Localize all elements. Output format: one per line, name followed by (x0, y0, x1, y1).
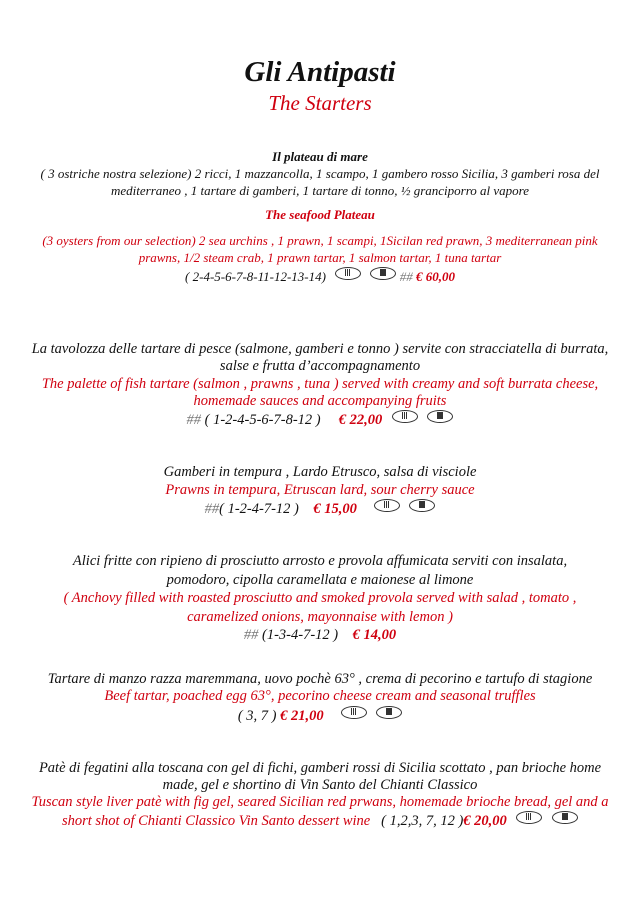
item-price-line (0, 499, 640, 518)
item-desc-en: Beef tartar, poached egg 63°, pecorino cheese cream and seasonal truffles (104, 688, 536, 704)
item-desc-it: pomodoro, cipolla caramellata e maionese al limone (166, 572, 474, 588)
plateau-desc-it: mediterraneo , 1 tartare di gamberi, 1 tartare di tonno, ½ granciporro al vapore (110, 183, 530, 198)
gluten-free-icon (335, 267, 361, 280)
gluten-free-icon (516, 811, 542, 824)
item-price-line (0, 410, 640, 429)
page-subtitle: The Starters (268, 91, 372, 115)
gluten-free-icon (374, 499, 400, 512)
hash-mark: ## (204, 501, 220, 517)
item-desc-en: short shot of Chianti Classico Vin Santo dessert wine (61, 813, 371, 829)
plateau-desc-it: ( 3 ostriche nostra selezione) 2 ricci, 1 mazzancolla, 1 scampo, 1 gambero rosso Sicilia, 3 gamberi rosa del (40, 166, 600, 181)
price: € 22,00 (338, 412, 383, 428)
item-desc-en: caramelized onions, mayonnaise with lemon ) (187, 609, 453, 625)
plateau-desc-en: prawns, 1/2 steam crab, 1 prawn tartar, 1 salmon tartar, 1 tuna tartar (138, 250, 502, 265)
price: € 20,00 (463, 813, 507, 829)
item-desc-en: homemade sauces and accompanying fruits (193, 393, 447, 409)
price: € 21,00 (280, 708, 324, 724)
lactose-free-icon (376, 706, 402, 719)
plateau-price-line (0, 267, 640, 286)
item-desc-it: Tartare di manzo razza maremmana, uovo pochè 63° , crema di pecorino e tartufo di stagione (47, 671, 593, 687)
item-desc-it: Gamberi in tempura , Lardo Etrusco, salsa di visciole (163, 464, 477, 480)
plateau-desc-en: (3 oysters from our selection) 2 sea urchins , 1 prawn, 1 scampi, 1Sicilan red prawn, 3 mediterranean pink (42, 233, 598, 248)
item-desc-it: made, gel e shortino di Vin Santo del Chianti Classico (162, 777, 478, 793)
item-desc-it: Alici fritte con ripieno di prosciutto arrosto e provola affumicata serviti con insalata, (72, 553, 568, 569)
lactose-free-icon (552, 811, 578, 824)
hash-mark: ## (243, 627, 259, 643)
gluten-free-icon (392, 410, 418, 423)
allergens: ( 2-4-5-6-7-8-11-12-13-14) (185, 269, 326, 284)
item-desc-en: ( Anchovy filled with roasted prosciutto and smoked provola served with salad , tomato , (63, 590, 577, 606)
price: € 60,00 (415, 269, 455, 284)
price: € 15,00 (313, 501, 357, 517)
item-price-line (0, 706, 640, 725)
item-desc-en: Tuscan style liver patè with fig gel, seared Sicilian red prwans, homemade brioche bread, gel and a (31, 794, 609, 810)
item-desc-it: salse e frutta d’accompagnamento (219, 358, 421, 374)
allergens: ( 3, 7 ) (237, 708, 277, 724)
lactose-free-icon (409, 499, 435, 512)
item-price-line (0, 626, 640, 644)
allergens: ( 1-2-4-7-12 ) (219, 501, 299, 517)
plateau-title-it: Il plateau di mare (272, 149, 368, 164)
allergens: ( 1,2,3, 7, 12 ) (381, 813, 464, 829)
lactose-free-icon (370, 267, 396, 280)
item-desc-en-price-line (0, 811, 640, 830)
page-title: Gli Antipasti (244, 56, 396, 88)
hash-mark: ## (399, 269, 413, 284)
item-desc-en: Prawns in tempura, Etruscan lard, sour cherry sauce (165, 482, 475, 498)
hash-mark: ## (186, 412, 202, 428)
allergens: (1-3-4-7-12 ) (262, 627, 339, 643)
item-desc-it: Patè di fegatini alla toscana con gel di fichi, gamberi rossi di Sicilia scottato , pan brioche home (38, 760, 602, 776)
item-desc-it: La tavolozza delle tartare di pesce (salmone, gamberi e tonno ) servite con stracciatella di burrata, (31, 341, 609, 357)
item-desc-en: The palette of fish tartare (salmon , prawns , tuna ) served with creamy and soft burrata cheese, (41, 376, 599, 392)
gluten-free-icon (341, 706, 367, 719)
allergens: ( 1-2-4-5-6-7-8-12 ) (204, 412, 321, 428)
price: € 14,00 (352, 627, 397, 643)
plateau-title-en: The seafood Plateau (265, 207, 375, 222)
lactose-free-icon (427, 410, 453, 423)
